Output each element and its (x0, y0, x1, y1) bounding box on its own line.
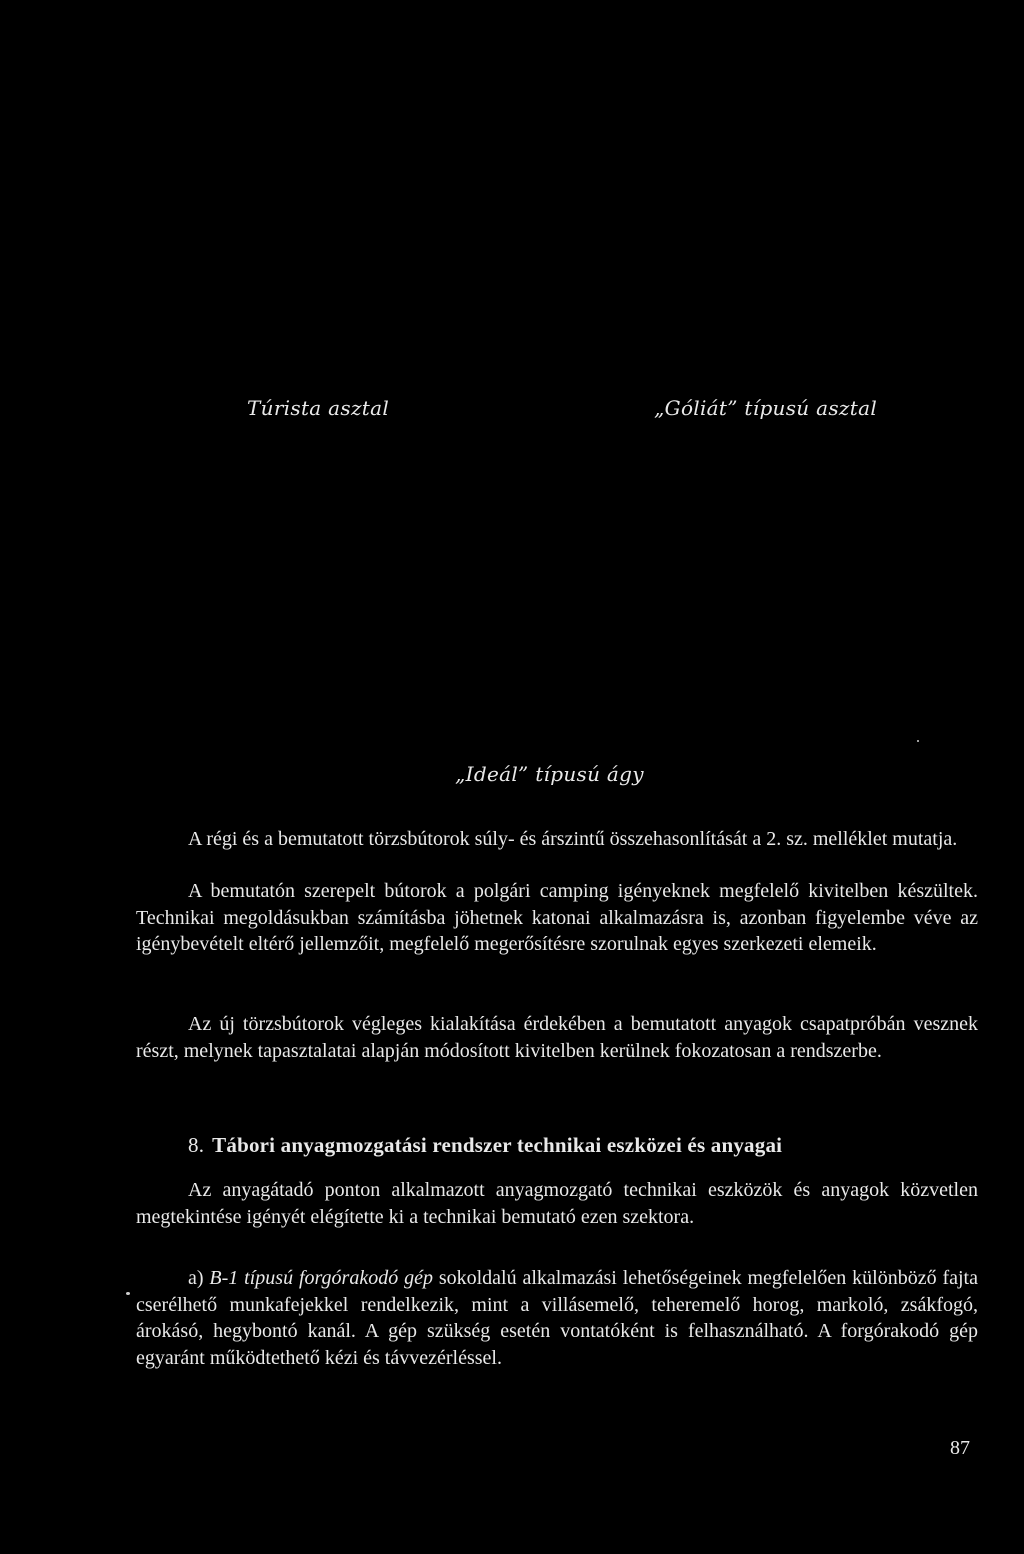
photo-caption-goliat-table: „Góliát” típusú asztal (654, 396, 878, 420)
paragraph-comparison: A régi és a bemutatott törzsbútorok súly- és árszintű összehasonlítását a 2. sz. melléklet mutatja. (188, 828, 958, 850)
scan-speck (126, 1292, 130, 1295)
photo-caption-ideal-bed: „Ideál” típusú ágy (455, 762, 644, 786)
section-title: Tábori anyagmozgatási rendszer technikai eszközei és anyagai (212, 1133, 783, 1157)
paragraph-material-handling: Az anyagátadó ponton alkalmazott anyagmozgató technikai eszközök és anyagok közvetlen megtekintése igényét elégítette ki a technikai bemutató ezen szektora. (136, 1179, 978, 1228)
paragraph-camping-furniture: A bemutatón szerepelt bútorok a polgári camping igényeknek megfelelő kivitelben készültek. Technikai megoldásukban számításba jöhetnek katonai alkalmazásra is, azonban figyelembe véve az igénybevételt eltérő jellemzőit, megfelelő megerősítésre szorulnak egyes szerkezeti elemeik. (136, 880, 978, 955)
list-label: a) (188, 1267, 204, 1289)
page-number: 87 (950, 1437, 970, 1459)
section-heading (188, 1133, 988, 1158)
paragraph-final-design: Az új törzsbútorok végleges kialakítása érdekében a bemutatott anyagok csapatpróbán vesznek részt, melynek tapasztalatai alapján módosított kivitelben kerülnek fokozatosan a rendszerbe. (136, 1013, 978, 1062)
paragraph-forklift-machine (136, 1265, 978, 1371)
scan-speck (917, 740, 919, 742)
machine-name: B-1 típusú forgórakodó gép (209, 1267, 433, 1289)
section-number: 8. (188, 1133, 205, 1157)
machine-description: sokoldalú alkalmazási lehetőségeinek megfelelően különböző fajta cserélhető munkafejekkel rendelkezik, mint a villásemelő, teheremelő horog, markoló, zsákfogó, árokásó, hegybontó kanál. A gép szükség esetén vontatóként is felhasználható. A forgórakodó gép egyaránt működtethető kézi és távvezérléssel. (136, 1267, 978, 1369)
photo-caption-turista-table: Túrista asztal (247, 396, 390, 420)
